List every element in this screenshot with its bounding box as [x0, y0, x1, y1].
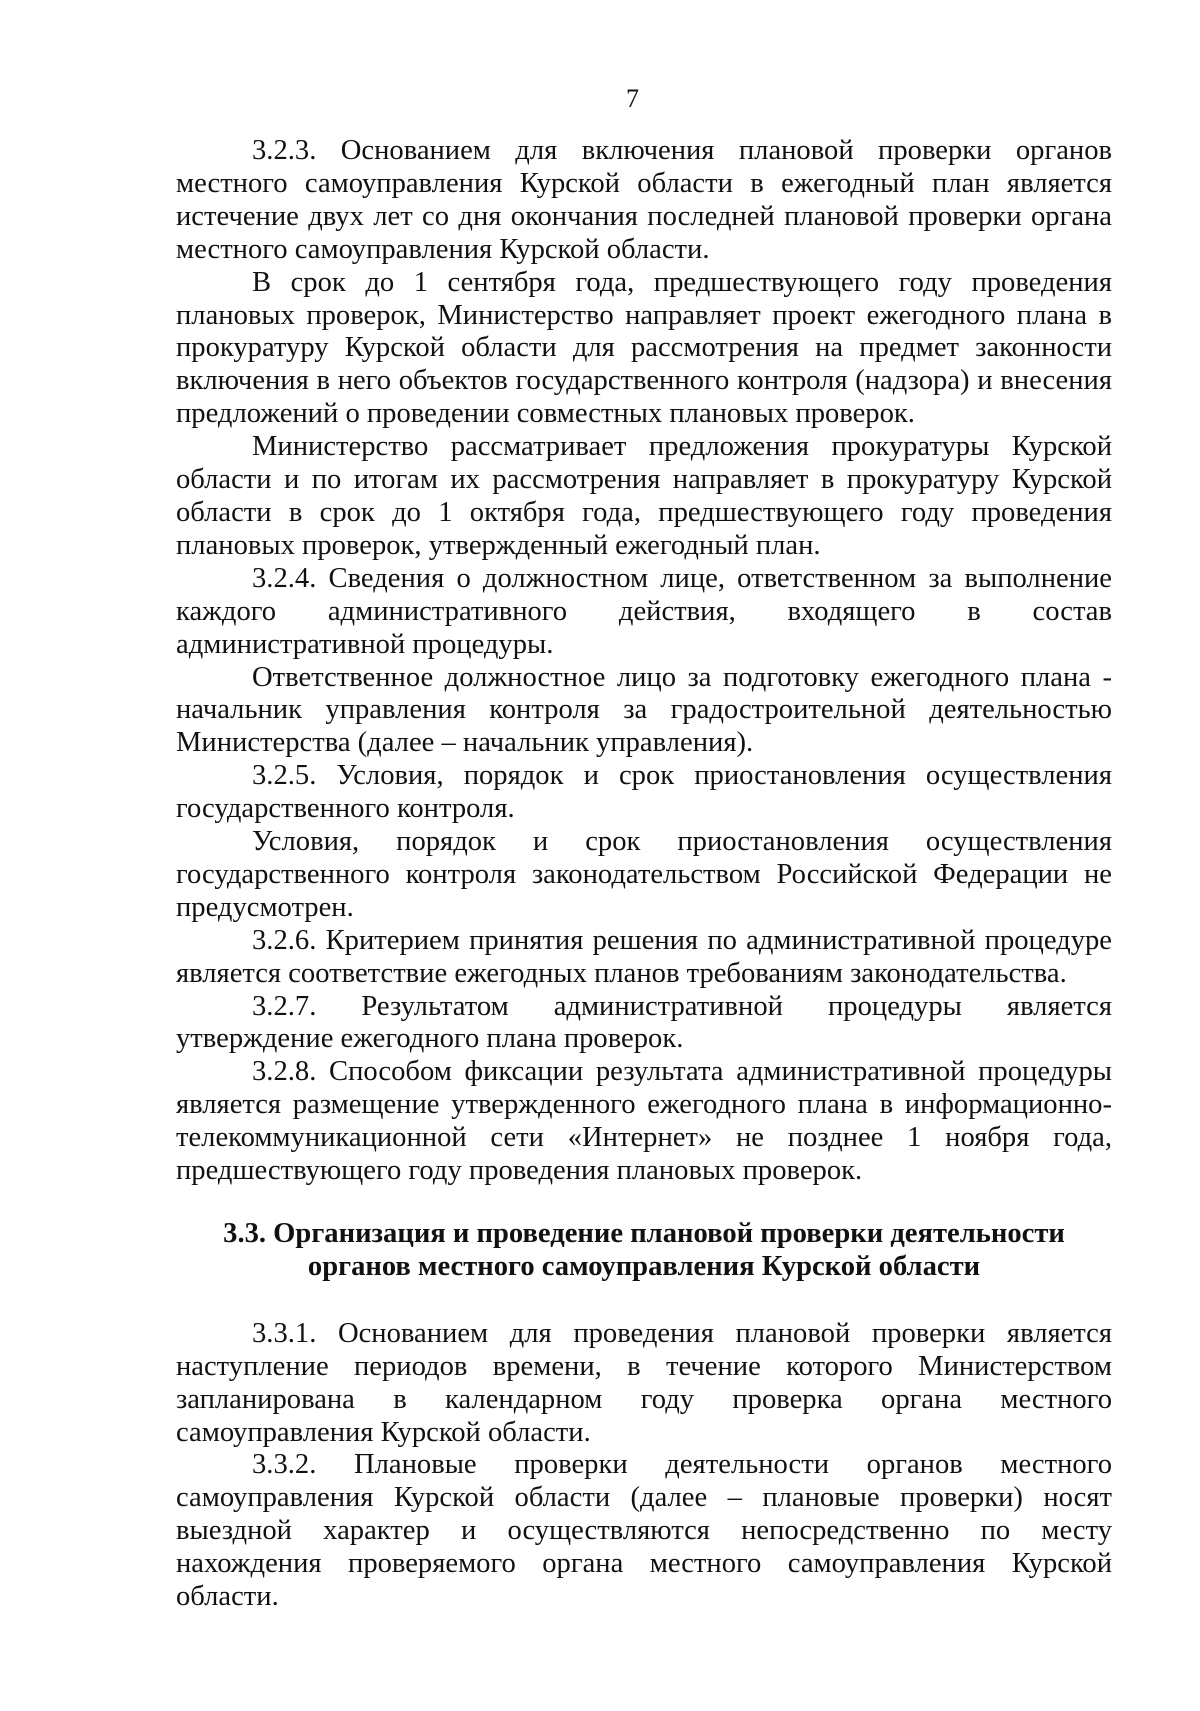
paragraph-deadline-september: В срок до 1 сентября года, предшествующего году проведения плановых проверок, Министерство направляет проект ежегодного плана в прокуратуру Курской области для рассмотрения на предмет законности включения в него объектов государственного контроля (надзора) и внесения предложений о проведении совместных плановых проверок. [176, 266, 1112, 430]
section-heading-3-3 [176, 1218, 1112, 1284]
page-number: 7 [626, 84, 639, 113]
paragraph-3-2-8: 3.2.8. Способом фиксации результата административной процедуры является размещение утвержденного ежегодного плана в информационно-телекоммуникационной сети «Интернет» не позднее 1 ноября года, предшествующего году проведения плановых проверок. [176, 1056, 1112, 1187]
section-heading-line-1: 3.3. Организация и проведение плановой проверки деятельности [223, 1218, 1065, 1249]
paragraph-3-3-1: 3.3.1. Основанием для проведения плановой проверки является наступление периодов времени, в течение которого Министерством запланирована в календарном году проверка органа местного самоуправления Курской области. [176, 1317, 1112, 1448]
document-body [176, 135, 1112, 1614]
paragraph-ministry-review: Министерство рассматривает предложения прокуратуры Курской области и по итогам их рассмотрения направляет в прокуратуру Курской области в срок до 1 октября года, предшествующего году проведения плановых проверок, утвержденный ежегодный план. [176, 431, 1112, 561]
paragraph-3-2-6: 3.2.6. Критерием принятия решения по административной процедуре является соответствие ежегодных планов требованиям законодательства. [176, 924, 1112, 989]
paragraph-3-2-5: 3.2.5. Условия, порядок и срок приостановления осуществления государственного контроля. [176, 760, 1112, 825]
paragraph-suspension-conditions: Условия, порядок и срок приостановления осуществления государственного контроля законодательством Российской Федерации не предусмотрен. [176, 826, 1112, 923]
paragraph-3-3-2: 3.3.2. Плановые проверки деятельности органов местного самоуправления Курской области (далее – плановые проверки) носят выездной характер и осуществляются непосредственно по месту нахождения проверяемого органа местного самоуправления Курской области. [176, 1449, 1112, 1613]
paragraph-3-2-3: 3.2.3. Основанием для включения плановой проверки органов местного самоуправления Курской области в ежегодный план является истечение двух лет со дня окончания последней плановой проверки органа местного самоуправления Курской области. [176, 135, 1112, 265]
paragraph-3-2-4: 3.2.4. Сведения о должностном лице, ответственном за выполнение каждого административного действия, входящего в состав административной процедуры. [176, 562, 1112, 660]
paragraph-3-2-7: 3.2.7. Результатом административной процедуры является утверждение ежегодного плана проверок. [176, 990, 1112, 1055]
paragraph-responsible-official: Ответственное должностное лицо за подготовку ежегодного плана - начальник управления контроля за градостроительной деятельностью Министерства (далее – начальник управления). [176, 661, 1112, 759]
section-heading-line-2: органов местного самоуправления Курской области [307, 1250, 981, 1282]
